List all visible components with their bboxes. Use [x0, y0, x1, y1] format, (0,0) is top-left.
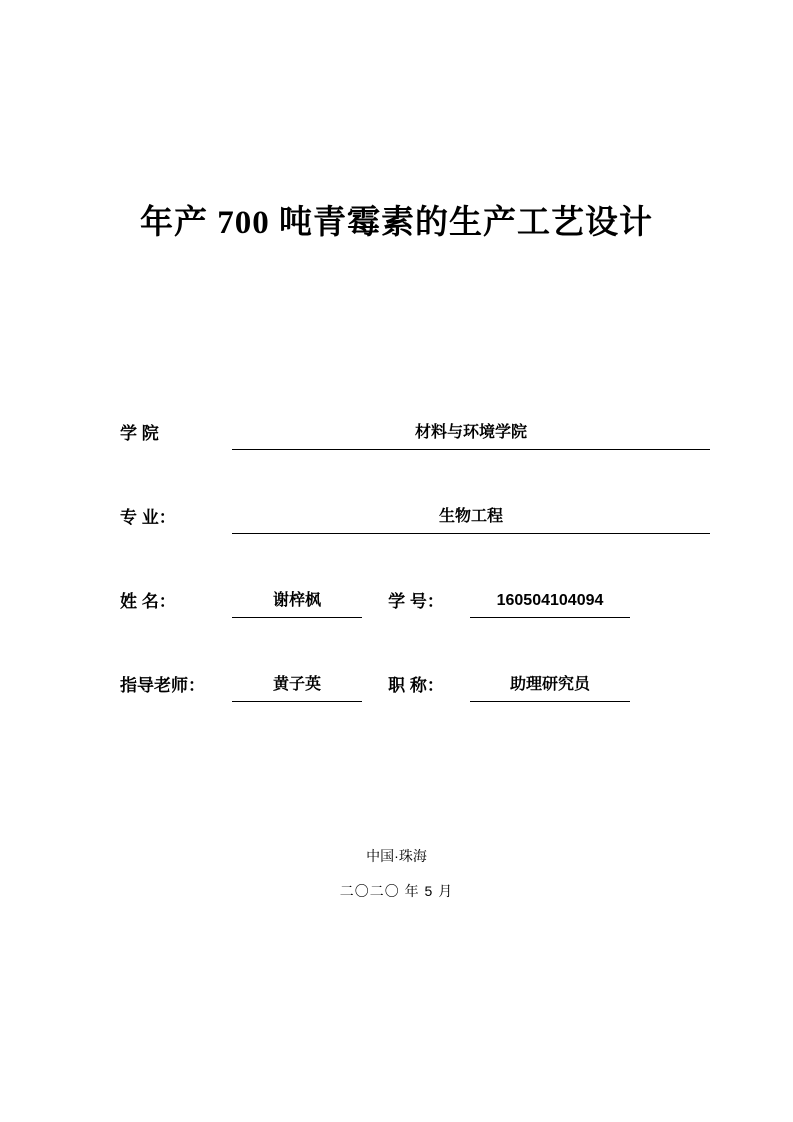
college-value[interactable]: 材料与环境学院	[232, 421, 710, 450]
advisor-value[interactable]: 黄子英	[232, 673, 362, 702]
student-id-value[interactable]: 160504104094	[470, 589, 630, 618]
job-title-value[interactable]: 助理研究员	[470, 673, 630, 702]
footer-date: 二〇二〇 年 5 月	[339, 883, 454, 899]
info-row-major	[120, 476, 710, 534]
info-row-name-id	[120, 560, 710, 618]
info-row-college	[120, 392, 710, 450]
name-value[interactable]: 谢梓枫	[232, 589, 362, 618]
job-title-label: 职 称：	[388, 676, 444, 695]
cover-info-block	[120, 392, 710, 728]
name-label: 姓 名：	[120, 592, 176, 611]
footer-place: 中国·珠海	[366, 848, 427, 864]
advisor-label: 指导老师：	[120, 676, 205, 695]
college-label: 学 院	[120, 424, 159, 443]
student-id-label: 学 号：	[388, 592, 444, 611]
major-value[interactable]: 生物工程	[232, 505, 710, 534]
major-label: 专 业：	[120, 508, 176, 527]
page-title: 年产 700 吨青霉素的生产工艺设计	[140, 205, 653, 241]
info-row-advisor-title	[120, 644, 710, 702]
